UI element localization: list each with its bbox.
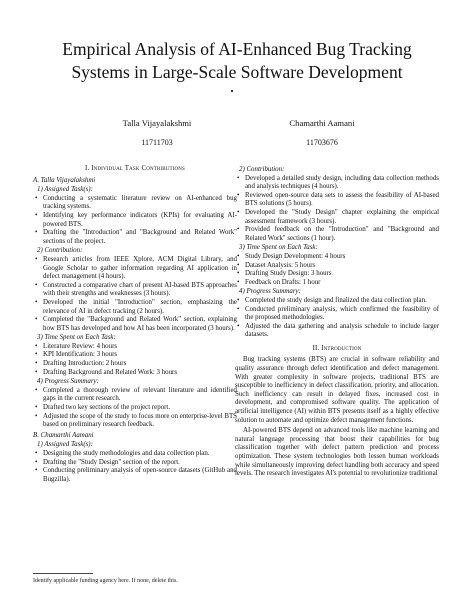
list-item: • Provided feedback on the "Introduction" and "Background and Related Work" sections (1 hour).	[235, 226, 439, 243]
footnote: Identify applicable funding agency here. If none, delete this.	[33, 578, 178, 584]
section-title: Introduction	[321, 344, 362, 352]
bullet-list	[33, 387, 237, 430]
section-number: II.	[312, 344, 320, 352]
list-item: • Dataset Analysis: 5 hours	[235, 262, 439, 271]
list-item: • Completed the "Background and Related Work" section, explaining how BTS has developed and how AI has been incorporated (3 hours).	[33, 316, 237, 333]
subsection-heading: A. Talla Vijayalakshmi	[33, 176, 96, 184]
right-column	[235, 165, 439, 479]
list-item: • Adjusted the scope of the study to focus more on enterprise-level BTS based on preliminary research feedback.	[33, 413, 237, 430]
subsubsection-heading: 4) Progress Summary:	[239, 288, 301, 296]
subsubsection-heading: 1) Assigned Task(s):	[37, 186, 93, 194]
bullet-list	[235, 253, 439, 287]
list-item: • Research articles from IEEE Xplore, ACM Digital Library, and Google Scholar to gather information regarding AI application in defect management (4 hours).	[33, 256, 237, 282]
bullet-list	[33, 450, 237, 484]
title-line-1: Empirical Analysis of AI-Enhanced Bug Tracking	[62, 39, 412, 59]
bullet-list	[33, 343, 237, 377]
subsubsection-heading: 1) Assigned Task(s):	[37, 441, 93, 449]
left-column	[33, 165, 237, 484]
subsubsection-heading: 2) Contribution:	[37, 247, 83, 255]
list-item: • Completed the study design and finalized the data collection plan.	[235, 297, 439, 306]
subsubsection-heading: 3) Time Spent on Each Task:	[37, 334, 116, 342]
list-item: • Developed the initial "Introduction" section, emphasizing the relevance of AI in defect tracking (2 hours).	[33, 299, 237, 316]
bullet-list	[235, 297, 439, 340]
bullet-list	[33, 256, 237, 333]
author-block-2	[242, 117, 402, 149]
list-item: • Literature Review: 4 hours	[33, 343, 237, 352]
list-item: • Developed the "Study Design" chapter explaining the empirical assessment framework (3 hours).	[235, 209, 439, 226]
list-item: • Identifying key performance indicators (KPIs) for evaluating AI-powered BTS.	[33, 212, 237, 229]
list-item: • Feedback on Drafts: 1 hour	[235, 279, 439, 288]
subsubsection-heading: 2) Contribution:	[239, 166, 285, 173]
list-item: • Drafted two key sections of the project report.	[33, 404, 237, 413]
list-item: • Conducted preliminary analysis, which confirmed the feasibility of the proposed methodologies.	[235, 306, 439, 323]
list-item: • Reviewed open-source data sets to assess the feasibility of AI-based BTS solutions (5 hours).	[235, 192, 439, 209]
author-name: Chamarthi Aamani	[289, 118, 355, 128]
bullet-list	[235, 175, 439, 244]
list-item: • Completed a thorough review of relevant literature and identified gaps in the current research.	[33, 387, 237, 404]
list-item: • Drafting the "Study Design" section of the report.	[33, 459, 237, 468]
list-item: • Study Design Development: 4 hours	[235, 253, 439, 262]
list-item: • Designing the study methodologies and data collection plan.	[33, 450, 237, 459]
section-number: I.	[85, 165, 90, 172]
list-item: • Drafting the "Introduction" and "Background and Related Work" sections of the project.	[33, 229, 237, 246]
section-title: Individual Task Contributions	[91, 165, 185, 172]
subsection-heading: B. Chamarthi Aamani	[33, 431, 94, 439]
list-item: • Drafting Introduction: 2 hours	[33, 360, 237, 369]
list-item: • Constructed a comparative chart of present AI-based BTS approaches with their strengths and weaknesses (3 hours).	[33, 282, 237, 299]
author-name: Talla Vijayalakshmi	[122, 118, 192, 128]
title-line-2: Systems in Large-Scale Software Development	[71, 62, 403, 82]
paper-title	[0, 38, 474, 84]
list-item: • KPI Identification: 3 hours	[33, 351, 237, 360]
list-item: • Drafting Background and Related Work: 3 hours	[33, 369, 237, 378]
author-id: 11711703	[141, 138, 173, 147]
author-id: 11703676	[306, 138, 338, 147]
subsubsection-heading: 3) Time Spent on Each Task:	[239, 244, 318, 252]
footnote-rule	[33, 573, 93, 574]
section-heading	[235, 345, 439, 354]
list-item: • Conducting a systematic literature review on AI-enhanced bug tracking systems.	[33, 195, 237, 212]
bullet-list	[33, 195, 237, 247]
list-item: • Drafting Study Design: 3 hours	[235, 270, 439, 279]
body-paragraph: AI-powered BTS depend on advanced tools like machine learning and natural language processing that boost their capabilities for bug classification together with defect pattern prediction and process optimization. These system technologies both lessen human workloads while simultaneously improving defect handling both accuracy and speed levels. The research investigates AI's potential to revolutionize traditional	[235, 427, 439, 478]
list-item: • Developed a detailed study design, including data collection methods and analysis techniques (4 hours).	[235, 175, 439, 192]
list-item: • Adjusted the data gathering and analysis schedule to include larger datasets.	[235, 323, 439, 340]
body-paragraph: Bug tracking systems (BTS) are crucial in software reliability and quality assurance through defect identification and defect management. With greater complexity in software projects, traditional BTS are susceptible to inefficiency in defect classification, priority, and allocation. Such inefficiency can result in delayed fixes, increased cost in development, and compromised software quality. The application of artificial intelligence (AI) within BTS presents itself as a highly effective solution to automate and optimize defect management functions.	[235, 356, 439, 424]
subsubsection-heading: 4) Progress Summary:	[37, 378, 99, 386]
list-item: • Conducting preliminary analysis of open-source datasets (GitHub and Bugzilla).	[33, 467, 237, 484]
author-block-1	[77, 117, 237, 149]
title-footnote-mark	[231, 90, 233, 92]
section-heading	[33, 165, 237, 174]
